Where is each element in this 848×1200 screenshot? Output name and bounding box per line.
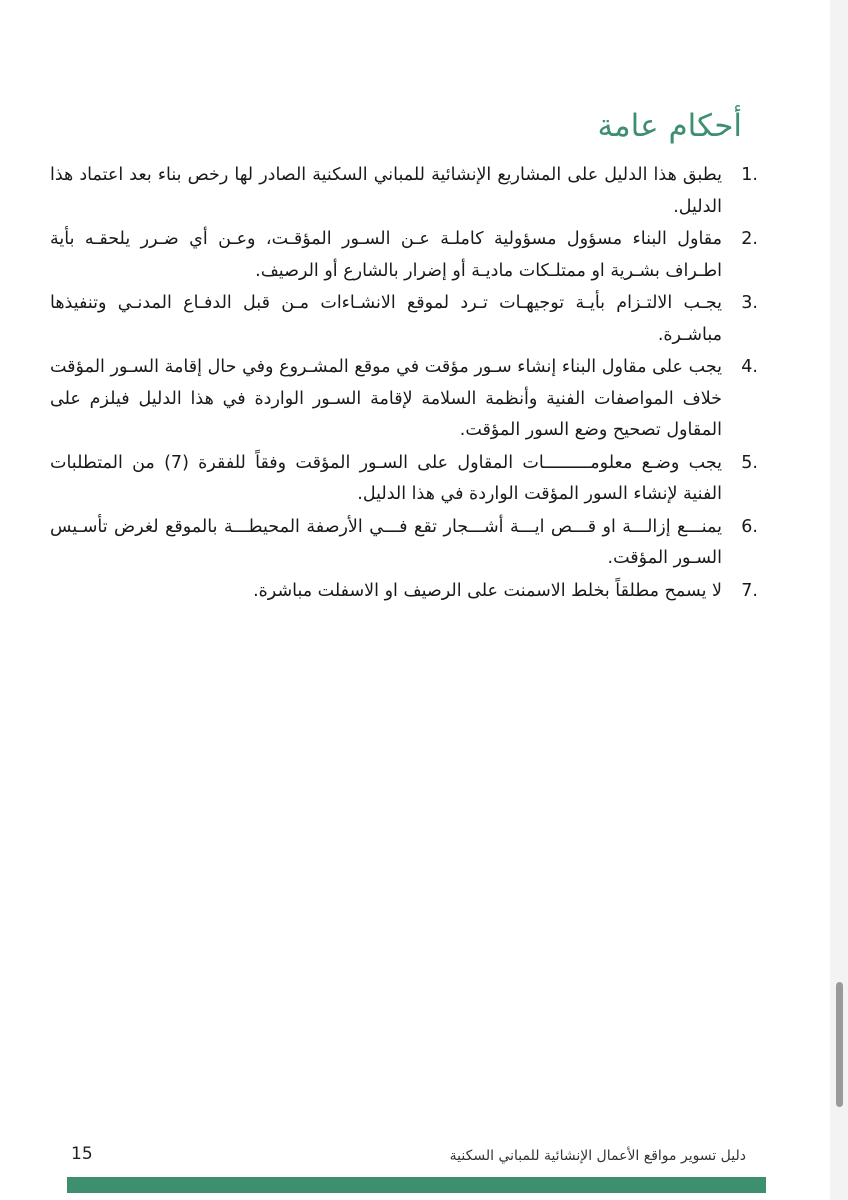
rules-list [50, 160, 758, 608]
list-item [50, 448, 758, 511]
list-item [50, 352, 758, 447]
list-item [50, 512, 758, 575]
list-item-number: 1. [741, 165, 758, 185]
list-item-text: يجب وضـع معلومـــــــــات المقاول على السـور المؤقت وفقاً للفقرة (7) من المتطلبات الفنية لإنشاء السور المؤقت الواردة في هذا الدليل. [50, 452, 722, 504]
list-item-number: 2. [741, 229, 758, 249]
footer-title: دليل تسوير مواقع الأعمال الإنشائية للمباني السكنية [449, 1148, 746, 1164]
list-item [50, 576, 758, 608]
list-item-number: 5. [741, 452, 758, 473]
list-item-text: مقاول البناء مسؤول مسؤولية كاملـة عـن السـور المؤقـت، وعـن أي ضـرر يلحقـه بأية اطـراف بشـرية او ممتلـكات ماديـة أو إضرار بالشارع أو الرصيف. [50, 229, 722, 281]
list-item-number: 7. [741, 580, 758, 601]
list-item-text: يجب على مقاول البناء إنشاء سـور مؤقت في موقع المشـروع وفي حال إقامة السـور المؤقت خلاف المواصفات الفنية وأنظمة السلامة لإقامة السـور الواردة في هذا الدليل فيلزم على المقاول تصحيح وضع السور المؤقت. [50, 357, 722, 440]
list-item-text: يجـب الالتـزام بأيـة توجيهـات تـرد لموقع الانشـاءات مـن قبل الدفـاع المدنـي وتنفيذها مباشـرة. [50, 293, 722, 345]
list-item-number: 3. [741, 293, 758, 313]
list-item-text: لا يسمح مطلقاً بخلط الاسمنت على الرصيف او الاسفلت مباشرة. [253, 580, 722, 601]
list-item [50, 160, 758, 223]
list-item-number: 4. [741, 357, 758, 377]
list-item [50, 288, 758, 351]
list-item-number: 6. [741, 516, 758, 537]
list-item [50, 224, 758, 287]
scrollbar-thumb[interactable] [836, 982, 843, 1107]
vertical-scrollbar[interactable] [830, 0, 848, 1200]
list-item-text: يطبق هذا الدليل على المشاريع الإنشائية للمباني السكنية الصادر لها رخص بناء بعد اعتماد هذا الدليل. [50, 165, 722, 217]
list-item-text: يمنـــع إزالـــة او قـــص ايـــة أشـــجار تقع فـــي الأرصفة المحيطـــة بالموقع لغرض تأسـيس السـور المؤقت. [50, 516, 722, 568]
section-heading: أحكام عامة [597, 108, 742, 144]
page-number: 15 [71, 1144, 93, 1164]
footer-accent-bar [67, 1177, 766, 1193]
